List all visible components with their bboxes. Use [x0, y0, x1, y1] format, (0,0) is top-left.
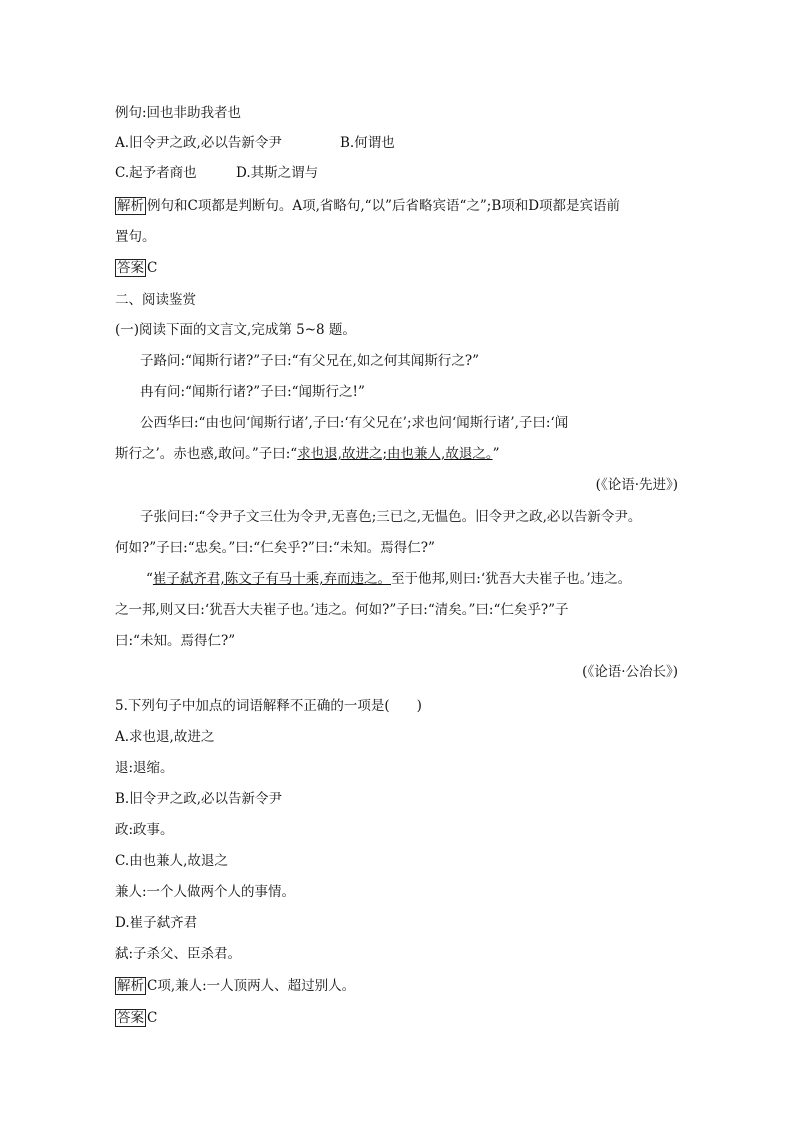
q5-answer-line [115, 1008, 157, 1028]
q5-analysis-line [115, 976, 355, 996]
q5-analysis-text: C项,兼人:一人顶两人、超过别人。 [147, 978, 356, 994]
passage-para-1: 子路问:“闻斯行诸?”子曰:“有父兄在,如之何其闻斯行之?” [140, 353, 479, 369]
source-citation-2: (《论语·公冶长》) [582, 664, 678, 680]
passage-para-2: 冉有问:“闻斯行诸?”子曰:“闻斯行之!” [140, 384, 365, 400]
q5-option-c: C.由也兼人,故退之 [115, 853, 228, 869]
passage-para-3b [115, 444, 499, 464]
passage-para-4a: 子张问曰:“令尹子文三仕为令尹,无喜色;三已之,无愠色。旧令尹之政,必以告新令尹。 [140, 509, 642, 525]
passage-para-5c: 曰:“未知。焉得仁?” [115, 633, 236, 649]
passage-para-3a: 公西华曰:“由也问‘闻斯行诸’,子曰:‘有父兄在’;求也问‘闻斯行诸’,子曰:‘闻 [140, 415, 569, 431]
option-d: D.其斯之谓与 [236, 165, 319, 181]
underlined-sentence-1: 求也退,故进之;由也兼人,故退之。 [297, 446, 493, 462]
options-row-ab [115, 133, 675, 153]
q5-option-b-explanation: 政:政事。 [115, 822, 174, 838]
section-intro: (一)阅读下面的文言文,完成第 5~8 题。 [115, 322, 356, 338]
options-row-cd [115, 163, 675, 183]
passage-text: “ [146, 571, 153, 587]
answer-label: 答案 [117, 260, 144, 276]
source-citation-1: (《论语·先进》) [595, 477, 678, 493]
q5-option-a-explanation: 退:退缩。 [115, 760, 174, 776]
passage-text: 至于他邦,则曰:‘犹吾大夫崔子也。’违之。 [391, 571, 632, 587]
q5-answer-value: C [147, 1010, 158, 1026]
example-sentence: 例句:回也非助我者也 [115, 105, 242, 121]
passage-para-5b: 之一邦,则又曰:‘犹吾大夫崔子也。’违之。何如?”子曰:“清矣。”曰:“仁矣乎?”子 [115, 602, 569, 618]
analysis-label: 解析 [117, 198, 144, 214]
q5-option-d: D.崔子弑齐君 [115, 915, 198, 931]
q5-option-b: B.旧令尹之政,必以告新令尹 [115, 791, 283, 807]
passage-text: ” [492, 446, 500, 462]
passage-para-5a [146, 569, 631, 589]
passage-para-4b: 何如?”子曰:“忠矣。”曰:“仁矣乎?”曰:“未知。焉得仁?” [115, 540, 435, 556]
option-a: A.旧令尹之政,必以告新令尹 [115, 135, 282, 151]
option-c: C.起予者商也 [115, 165, 197, 181]
analysis-line-2: 置句。 [115, 229, 156, 245]
q5-option-c-explanation: 兼人:一个人做两个人的事情。 [115, 884, 296, 900]
answer-value: C [147, 260, 158, 276]
q5-analysis-label: 解析 [117, 978, 144, 994]
question-5-stem: 5.下列句子中加点的词语解释不正确的一项是( ) [115, 698, 422, 714]
answer-line [115, 258, 157, 278]
q5-option-a: A.求也退,故进之 [115, 729, 215, 745]
option-b: B.何谓也 [340, 135, 395, 151]
passage-text: 斯行之’。赤也惑,敢问。”子曰:“ [115, 446, 298, 462]
underlined-sentence-2: 崔子弑齐君,陈文子有马十乘,弃而违之。 [152, 571, 391, 587]
section-heading: 二、阅读鉴赏 [115, 292, 196, 308]
analysis-line-1 [115, 196, 620, 216]
analysis-text: 例句和C项都是判断句。A项,省略句,“以”后省略宾语“之”;B项和D项都是宾语前 [147, 198, 621, 214]
q5-answer-label: 答案 [117, 1010, 144, 1026]
q5-option-d-explanation: 弑:子杀父、臣杀君。 [115, 946, 242, 962]
